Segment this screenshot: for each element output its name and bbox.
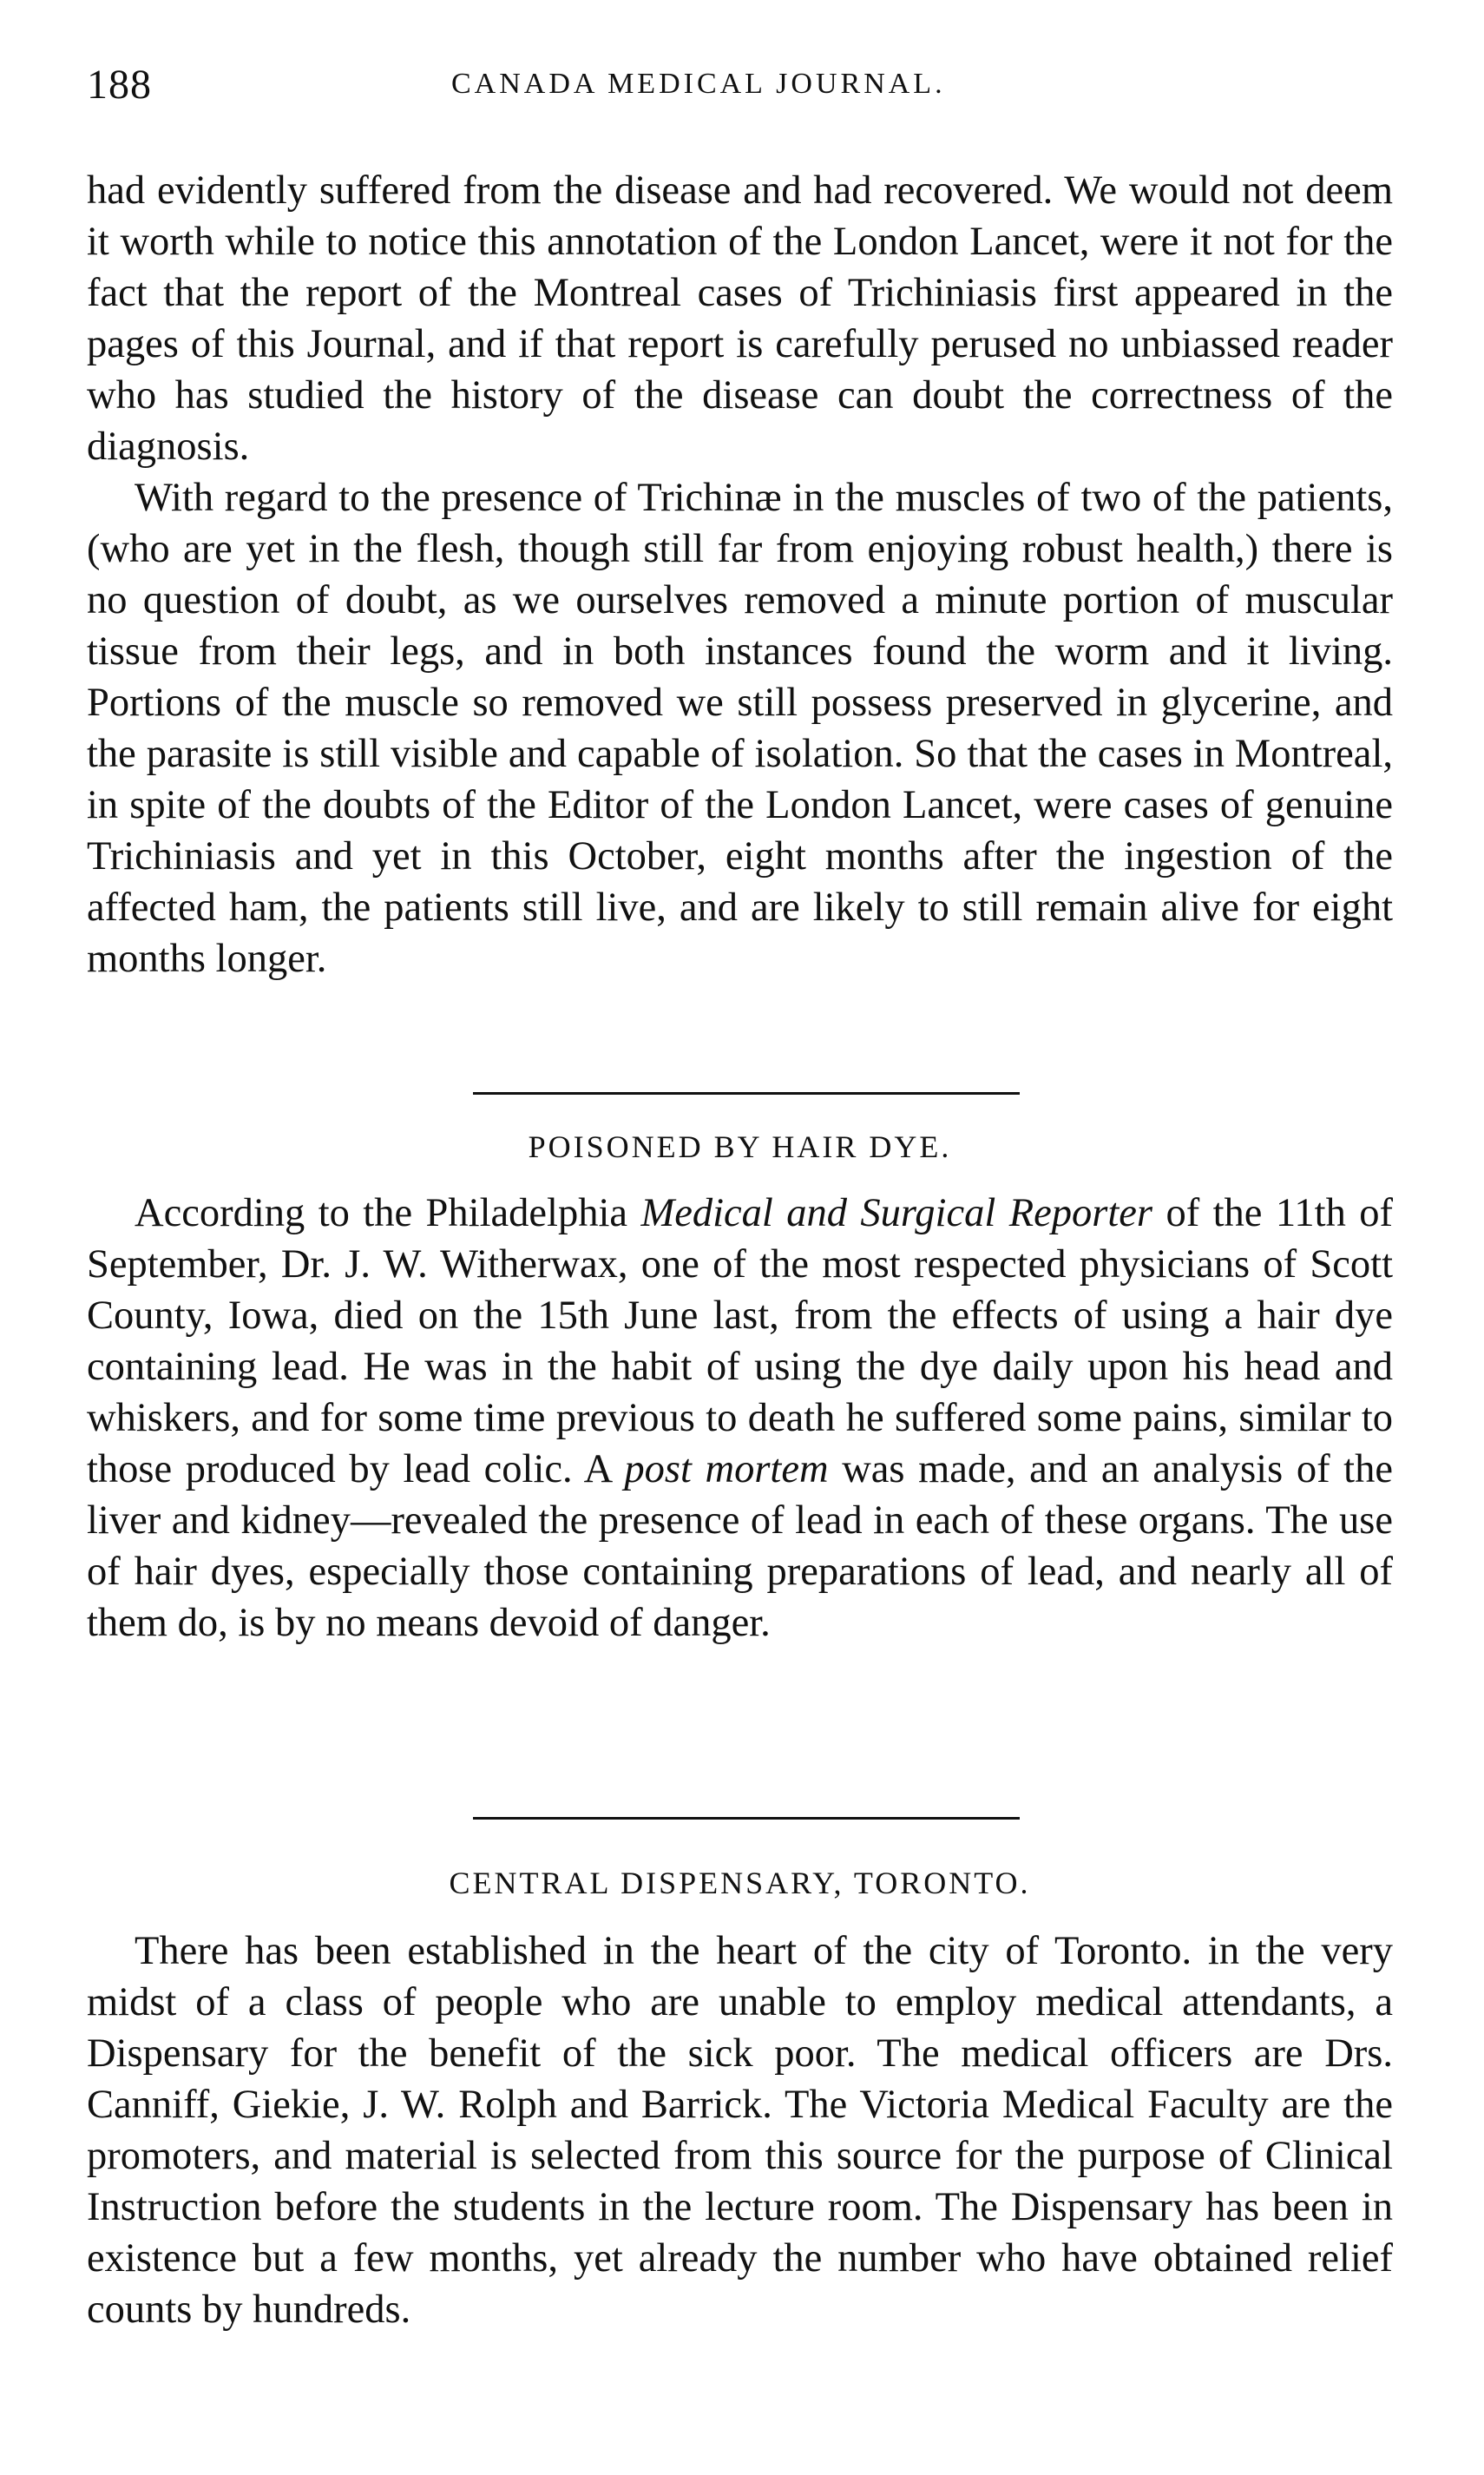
section-heading-dispensary: CENTRAL DISPENSARY, TORONTO.: [449, 1866, 1031, 1900]
paragraph: [87, 1188, 1393, 1649]
section-heading-hair-dye: POISONED BY HAIR DYE.: [528, 1129, 952, 1164]
paragraph: had evidently suffered from the disease and had recovered. We would not deem it worth while to notice this annotation of the London Lancet, were it not for the fact that the report of the Montreal cases of Trichiniasis first appeared in the pages of this Journal, and if that report is carefully perused no unbiassed reader who has studied the history of the disease can doubt the correctness of the diagnosis.: [87, 168, 1393, 469]
text-run: was made, and an analysis of the liver and kidney—revealed the presence of lead in each of these organs. The use of hair dyes, especially those containing preparations of lead, and nearly all of them do, is by no means devoid of danger.: [87, 1447, 1393, 1645]
article-trichiniasis: [87, 165, 1393, 984]
section-divider: [473, 1817, 1020, 1820]
page-header: [87, 61, 1389, 122]
text-run: of the 11th of September, Dr. J. W. Witherwax, one of the most respected physicians of Scott County, Iowa, died on the 15th June last, from the effects of using a hair dye containing lead. He was in the habit of using the dye daily upon his head and whiskers, and for some time previous to death he suffered some pains, similar to those produced by lead colic. A: [87, 1191, 1393, 1491]
section-divider: [473, 1092, 1020, 1095]
italic-term: post mortem: [624, 1447, 829, 1491]
paragraph: There has been established in the heart of the city of Toronto. in the very midst of a class of people who are unable to employ medical attendants, a Dispensary for the benefit of the sick poor. The medical officers are Drs. Canniff, Giekie, J. W. Rolph and Barrick. The Victoria Medical Faculty are the promoters, and material is selected from this source for the purpose of Clinical Instruction before the students in the lecture room. The Dispensary has been in existence but a few months, yet already the number who have obtained relief counts by hundreds.: [87, 1929, 1393, 2332]
paragraph: With regard to the presence of Trichinæ in the muscles of two of the patients, (who are yet in the flesh, though still far from enjoying robust health,) there is no question of doubt, as we ourselves removed a minute portion of muscular tissue from their legs, and in both instances found the worm and it living. Portions of the muscle so removed we still possess preserved in glycerine, and the parasite is still visible and capable of isolation. So that the cases in Montreal, in spite of the doubts of the Editor of the London Lancet, were cases of genuine Trichiniasis and yet in this October, eight months after the ingestion of the affected ham, the patients still live, and are likely to still remain alive for eight months longer.: [87, 476, 1393, 981]
journal-title: Medical and Surgical Reporter: [640, 1191, 1153, 1235]
text-run: According to the Philadelphia: [135, 1191, 641, 1235]
article-dispensary: [87, 1925, 1393, 2335]
page-number: 188: [87, 62, 152, 108]
article-hair-dye: [87, 1188, 1393, 1649]
running-head: CANADA MEDICAL JOURNAL.: [451, 68, 946, 100]
